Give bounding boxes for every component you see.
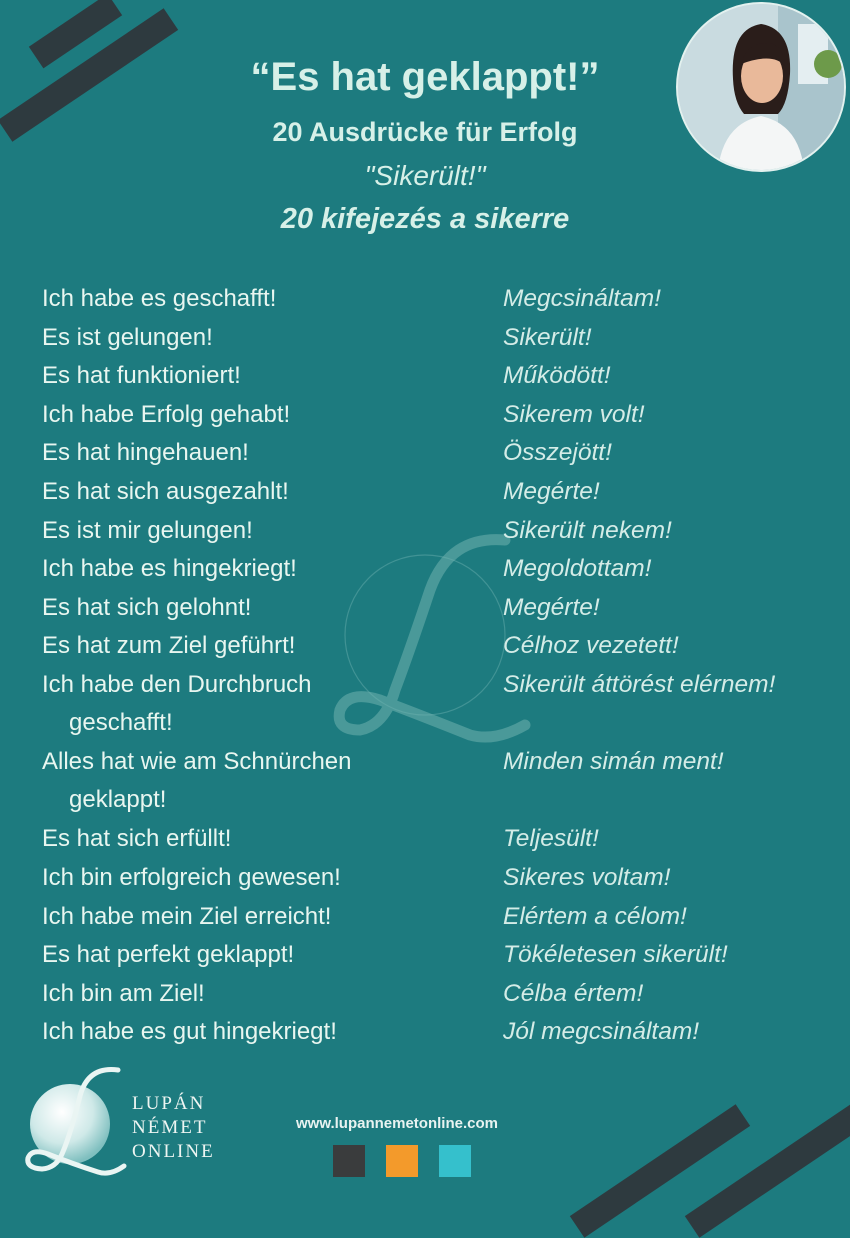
german-phrase: [42, 512, 462, 550]
german-phrase: [42, 319, 462, 357]
german-phrase-line: Ich habe es gut hingekriegt!: [42, 1018, 337, 1046]
german-phrase-line: Es hat sich ausgezahlt!: [42, 478, 289, 505]
brand-line: NÉMET: [132, 1117, 208, 1138]
color-square-cyan: [439, 1145, 471, 1177]
lupan-logo-icon: [18, 1066, 128, 1176]
german-phrase-line: Es hat sich gelohnt!: [42, 593, 252, 621]
hungarian-translation: Jól megcsináltam!: [503, 1018, 700, 1046]
german-phrase-line: Es hat hingehauen!: [42, 439, 249, 467]
hungarian-subtitle: 20 kifejezés a sikerre: [280, 203, 570, 235]
german-phrase: [42, 666, 462, 742]
hungarian-translation: Sikerült áttörést elérnem!: [503, 671, 776, 698]
hungarian-translation: Sikerült!: [503, 323, 592, 351]
german-phrase-line: Es hat funktioniert!: [42, 362, 241, 390]
hungarian-translation: Megérte!: [503, 478, 600, 505]
hungarian-translation: Teljesült!: [503, 825, 599, 853]
german-phrase-line: Ich habe mein Ziel erreicht!: [42, 902, 332, 930]
hungarian-translation: Megérte!: [503, 593, 600, 621]
german-phrase-line: Es hat zum Ziel geführt!: [42, 632, 296, 660]
color-square-orange: [386, 1145, 418, 1177]
german-phrase-line: Es ist mir gelungen!: [42, 516, 253, 544]
hungarian-translation: Működött!: [503, 362, 611, 390]
german-phrase-line: Ich habe es geschafft!: [42, 285, 277, 312]
german-phrase: [42, 396, 462, 434]
hungarian-translation: Sikerem volt!: [503, 400, 645, 428]
hungarian-translation: Célba értem!: [503, 979, 644, 1007]
german-phrase: [42, 936, 462, 974]
german-phrase: [42, 975, 462, 1013]
german-phrase: [42, 550, 462, 588]
hungarian-translation: Sikeres voltam!: [503, 864, 671, 891]
german-phrase: [42, 473, 462, 511]
brand-line: ONLINE: [132, 1141, 215, 1162]
german-phrase: [42, 859, 462, 897]
german-phrase-line: Ich habe es hingekriegt!: [42, 555, 297, 583]
german-phrase: [42, 589, 462, 627]
color-square-dark: [333, 1145, 365, 1177]
german-phrase: [42, 743, 462, 819]
brand-line: LUPÁN: [132, 1093, 206, 1114]
german-phrase: [42, 357, 462, 395]
hungarian-translation: Célhoz vezetett!: [503, 632, 679, 660]
hungarian-translation: Elértem a célom!: [503, 902, 687, 930]
brand-name: [132, 1092, 215, 1164]
hungarian-translation: Megcsináltam!: [503, 285, 661, 312]
german-phrase: [42, 1013, 462, 1051]
german-phrase: [42, 434, 462, 472]
german-phrase: [42, 820, 462, 858]
german-phrase-line: Ich bin erfolgreich gewesen!: [42, 864, 341, 891]
german-phrase-line: Ich habe den Durchbruch: [42, 671, 312, 698]
german-phrase-line: Alles hat wie am Schnürchen: [42, 748, 352, 776]
page-title: “Es hat geklappt!”: [250, 55, 600, 99]
german-phrase-line: Es hat sich erfüllt!: [42, 825, 232, 853]
german-phrase-line: Es hat perfekt geklappt!: [42, 941, 295, 969]
hungarian-translation: Megoldottam!: [503, 555, 652, 583]
german-phrase-line: geklappt!: [69, 786, 167, 814]
german-phrase-line: Es ist gelungen!: [42, 323, 213, 351]
german-phrase-line: Ich habe Erfolg gehabt!: [42, 400, 291, 428]
hungarian-translation: Minden simán ment!: [503, 748, 724, 776]
german-phrase: [42, 280, 462, 318]
hungarian-title: "Sikerült!": [364, 160, 486, 191]
website-link[interactable]: www.lupannemetonline.com: [296, 1115, 498, 1132]
german-phrase-line: geschafft!: [69, 709, 173, 736]
hungarian-translation: Tökéletesen sikerült!: [503, 941, 728, 969]
hungarian-translation: Sikerült nekem!: [503, 516, 672, 544]
hungarian-translation: Összejött!: [503, 439, 612, 467]
german-phrase-line: Ich bin am Ziel!: [42, 979, 205, 1007]
german-phrase: [42, 627, 462, 665]
page-subtitle: 20 Ausdrücke für Erfolg: [272, 117, 578, 147]
german-phrase: [42, 898, 462, 936]
